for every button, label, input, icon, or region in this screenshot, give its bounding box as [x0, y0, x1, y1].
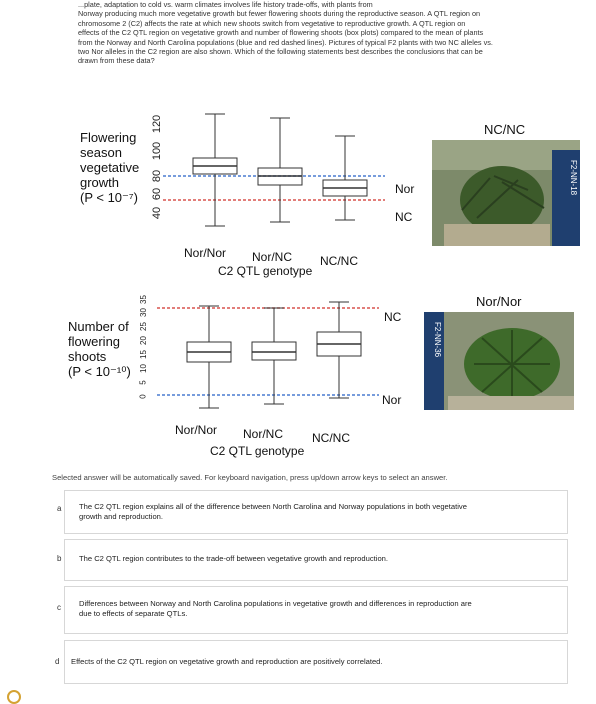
choice-text: The C2 QTL region contributes to the trade-off between vegetative growth and reproduction. — [79, 554, 388, 563]
bottom-box-plot — [157, 286, 379, 416]
radio-button-icon[interactable] — [7, 690, 21, 704]
category-label: Nor/Nor — [175, 423, 218, 437]
photo-tag: F2-NN-18 — [569, 160, 578, 196]
question-line: ...plate, adaptation to cold vs. warm climates involves life history trade-offs, with plants from — [78, 0, 373, 9]
top-plot-label: Flowering season vegetative growth (P < 10⁻⁷) — [80, 130, 140, 205]
choice-text: The C2 QTL region explains all of the difference between North Carolina and Norway populations in both vegetative growth and reproduction. — [79, 502, 467, 521]
photo-title-nc-nc: NC/NC — [484, 122, 526, 137]
category-label: Nor/NC — [252, 250, 293, 264]
box-nor-nc — [252, 308, 296, 404]
plant-photo-nor-nor — [424, 312, 574, 410]
question-line: chromosome 2 (C2) affects the rate at which new shoots switch from vegetative to reproductive growth. A QTL region on — [78, 18, 466, 28]
box-nor-nor — [187, 306, 231, 408]
photo-title-nor-nor: Nor/Nor — [476, 294, 522, 309]
question-line: effects of the C2 QTL region on vegetative growth and number of flowering shoots (box plots) compared to the mean of plants — [78, 28, 484, 38]
category-label: Nor/Nor — [184, 246, 227, 260]
choice-text: Differences between Norway and North Carolina populations in vegetative growth and differences in reproduction are due to effects of separate QTLs. — [79, 599, 472, 618]
nc-line-label: NC — [384, 310, 402, 324]
x-axis-label: C2 QTL genotype — [218, 264, 313, 278]
category-label: NC/NC — [312, 431, 350, 445]
nor-line-label: Nor — [395, 182, 415, 196]
question-line: two Nor alleles in the C2 region are also shown. Which of the following statements best describes the conclusions that can be — [78, 47, 483, 57]
choice-letter: b — [57, 554, 62, 563]
nor-line-label: Nor — [382, 393, 402, 407]
answer-choice-a[interactable] — [57, 490, 568, 534]
category-label: NC/NC — [320, 254, 358, 268]
choice-letter: d — [55, 657, 60, 666]
box-nor-nc — [258, 118, 302, 222]
top-box-plot — [163, 108, 385, 238]
answer-choice-c[interactable] — [57, 586, 568, 634]
question-text — [78, 0, 590, 66]
category-label: Nor/NC — [243, 427, 284, 441]
choice-letter: c — [57, 603, 61, 612]
choice-text: Effects of the C2 QTL region on vegetative growth and reproduction are positively correlated. — [71, 657, 383, 666]
x-axis-label: C2 QTL genotype — [210, 444, 305, 458]
question-line: from the Norway and North Carolina populations (blue and red dashed lines). Pictures of typical F2 plants with two NC alleles vs. — [78, 37, 493, 47]
plant-photo-art — [432, 140, 580, 246]
question-line: Norway producing much more vegetative growth but fewer flowering shoots during the reproductive season. A QTL region on — [78, 9, 481, 19]
box-nc-nc — [317, 302, 361, 398]
bottom-plot-label: Number of flowering shoots (P < 10⁻¹⁰) — [68, 319, 131, 379]
choice-letter: a — [57, 504, 62, 513]
answer-choice-d[interactable] — [55, 640, 568, 684]
photo-tag: F2-NN-36 — [433, 322, 442, 358]
answer-choice-b[interactable] — [57, 539, 568, 581]
box-nc-nc — [323, 136, 367, 220]
question-line: drawn from these data? — [78, 56, 155, 66]
nc-line-label: NC — [395, 210, 413, 224]
box-nor-nor — [193, 114, 237, 226]
plant-photo-art — [424, 312, 574, 410]
plant-photo-nc-nc — [432, 140, 580, 246]
autosave-notice: Selected answer will be automatically saved. For keyboard navigation, press up/down arrow keys to select an answer. — [52, 473, 448, 482]
